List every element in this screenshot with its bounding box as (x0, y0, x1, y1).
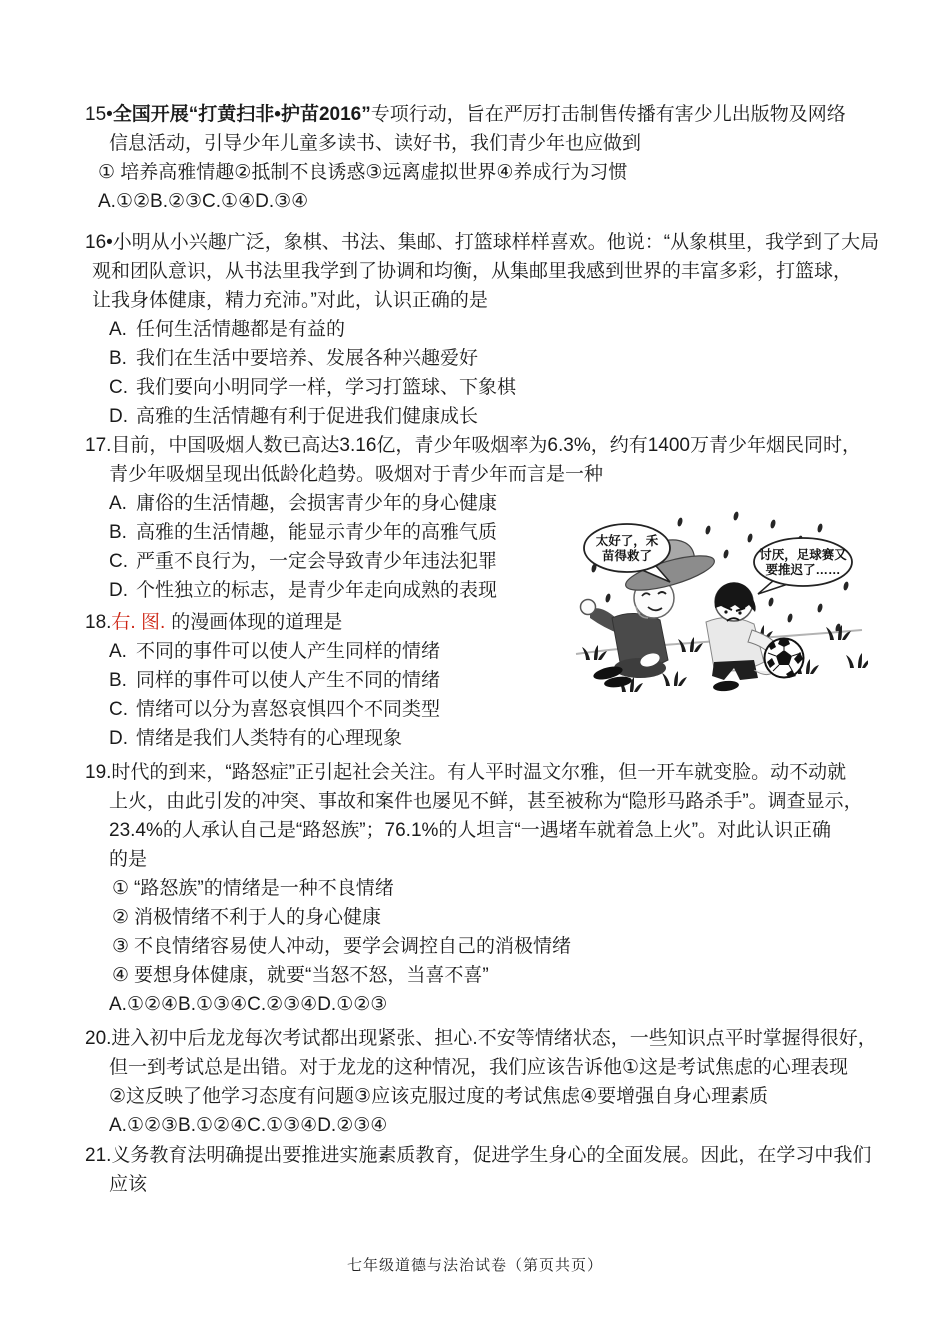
question-20 (85, 1024, 905, 1140)
question-20-stem-line-1 (85, 1024, 905, 1053)
option-label: B. (109, 670, 127, 691)
option-label: D. (109, 728, 128, 749)
option-text: 任何生活情趣都是有益的 (136, 319, 346, 340)
speech-bubble-left (584, 524, 670, 582)
option-text: 情绪可以分为喜怒哀惧四个不同类型 (136, 699, 441, 720)
question-17-stem-line-1 (85, 431, 905, 460)
bubble-left-text-line-2: 苗得救了 (601, 549, 653, 563)
question-15-stem-rest: 专项行动，旨在严厉打击制售传播有害少儿出版物及网络 (370, 104, 846, 125)
item-label: ③ (112, 936, 130, 957)
option-text: 我们在生活中要培养、发展各种兴趣爱好 (136, 348, 479, 369)
question-15-numbered-items: ① 培养高雅情趣②抵制不良诱惑③远离虚拟世界④养成行为习惯 (98, 162, 628, 183)
question-16-option-d (85, 402, 905, 431)
option-text: 高雅的生活情趣有利于促进我们健康成长 (136, 406, 479, 427)
question-16-option-c (85, 373, 905, 402)
option-text: 不同的事件可以使人产生同样的情绪 (136, 641, 441, 662)
question-19 (85, 758, 905, 1019)
question-20-stem-line-2: 但一到考试总是出错。对于龙龙的这种情况，我们应该告诉他①这是考试焦虑的心理表现 (109, 1057, 849, 1078)
option-label: C. (109, 699, 128, 720)
question-16-number: 16• (85, 232, 113, 253)
cartoon-illustration (568, 510, 868, 702)
question-21-stem-line-2: 应该 (109, 1174, 148, 1195)
option-text: 高雅的生活情趣，能显示青少年的高雅气质 (136, 522, 498, 543)
option-label: D. (109, 406, 128, 427)
item-label: ① (112, 878, 130, 899)
question-19-stem-line-2: 上火，由此引发的冲突、事故和案件也屡见不鲜，甚至被称为“隐形马路杀手”。调查显示， (109, 791, 863, 812)
question-16-stem-line-2: 观和团队意识，从书法里我学到了协调和均衡，从集邮里我感到世界的丰富多彩，打篮球， (92, 261, 853, 282)
question-18-number: 18. (85, 612, 112, 633)
page-footer: 七年级道德与法治试卷（第页共页） (346, 1257, 603, 1274)
option-text: 同样的事件可以使人产生不同的情绪 (136, 670, 441, 691)
question-16-stem-line-1 (85, 228, 905, 257)
option-text: 严重不良行为，一定会导致青少年违法犯罪 (136, 551, 498, 572)
option-label: A. (109, 641, 127, 662)
question-17-stem-line-2: 青少年吸烟呈现出低龄化趋势。吸烟对于青少年而言是一种 (109, 464, 604, 485)
item-text: 消极情绪不利于人的身心健康 (134, 907, 382, 928)
question-15-stem-bold: 全国开展“打黄扫非•护苗2016” (112, 104, 371, 125)
option-text: 我们要向小明同学一样，学习打篮球、下象棋 (136, 377, 517, 398)
question-20-stem-text: 进入初中后龙龙每次考试都出现紧张、担心.不安等情绪状态，一些知识点平时掌握得很好， (111, 1028, 877, 1049)
option-text: 个性独立的标志，是青少年走向成熟的表现 (136, 580, 498, 601)
bubble-right-text-line-2: 要推迟了…… (765, 563, 841, 577)
option-label: D. (109, 580, 128, 601)
question-19-item-1 (85, 874, 905, 903)
speech-bubble-right (754, 538, 852, 594)
option-label: B. (109, 348, 127, 369)
bubble-right-text-line-1: 讨厌，足球赛又 (759, 548, 847, 562)
question-16-stem-text: 小明从小兴趣广泛，象棋、书法、集邮、打篮球样样喜欢。他说：“从象棋里，我学到了大局 (112, 232, 880, 253)
question-17-stem-text: 目前，中国吸烟人数已高达3.16亿，青少年吸烟率为6.3%，约有1400万青少年烟民同时， (111, 435, 861, 456)
question-19-stem-line-4: 的是 (109, 849, 148, 870)
question-20-number: 20. (85, 1028, 112, 1049)
question-16 (85, 228, 905, 431)
question-16-option-a (85, 315, 905, 344)
question-19-item-4 (85, 961, 905, 990)
question-20-stem-line-3: ②这反映了他学习态度有问题③应该克服过度的考试焦虑④要增强自身心理素质 (109, 1086, 769, 1107)
question-19-item-2 (85, 903, 905, 932)
question-20-answer-choices: A.①②③B.①②④C.①③④D.②③④ (109, 1115, 388, 1136)
bubble-left-text-line-1: 太好了，禾 (595, 534, 659, 548)
question-19-stem-text: 时代的到来，“路怒症”正引起社会关注。有人平时温文尔雅，但一开车就变脸。动不动就 (111, 762, 847, 783)
option-label: A. (109, 319, 127, 340)
option-text: 庸俗的生活情趣，会损害青少年的身心健康 (136, 493, 498, 514)
item-text: 不良情绪容易使人冲动，要学会调控自己的消极情绪 (134, 936, 572, 957)
question-17-number: 17. (85, 435, 112, 456)
option-text: 情绪是我们人类特有的心理现象 (136, 728, 403, 749)
item-label: ④ (112, 965, 130, 986)
option-label: C. (109, 377, 128, 398)
question-21-stem-text: 义务教育法明确提出要推进实施素质教育，促进学生身心的全面发展。因此，在学习中我们 (111, 1145, 872, 1166)
question-15-stem-line-2: 信息活动，引导少年儿童多读书、读好书，我们青少年也应做到 (109, 133, 642, 154)
question-21-number: 21. (85, 1145, 112, 1166)
question-15-answer-choices: A.①②B.②③C.①④D.③④ (98, 191, 309, 212)
question-15 (85, 100, 905, 216)
option-label: C. (109, 551, 128, 572)
question-16-option-b (85, 344, 905, 373)
question-18-stem-rest: 的漫画体现的道理是 (171, 612, 343, 633)
question-21 (85, 1141, 905, 1199)
question-19-stem-line-1 (85, 758, 905, 787)
question-18-stem-red: 右. 图. (111, 612, 166, 633)
question-19-stem-line-3: 23.4%的人承认自己是“路怒族”；76.1%的人坦言“一遇堵车就着急上火”。对此认识正确 (109, 820, 832, 841)
item-label: ② (112, 907, 130, 928)
question-21-stem-line-1 (85, 1141, 905, 1170)
question-19-item-3 (85, 932, 905, 961)
question-15-number: 15• (85, 104, 113, 125)
question-18-option-d (85, 724, 905, 753)
item-text: “路怒族”的情绪是一种不良情绪 (134, 878, 394, 899)
question-19-number: 19. (85, 762, 112, 783)
question-15-stem-line-1 (85, 100, 905, 129)
item-text: 要想身体健康，就要“当怒不怒，当喜不喜” (134, 965, 489, 986)
soccer-ball-icon (765, 639, 804, 679)
option-label: A. (109, 493, 127, 514)
option-label: B. (109, 522, 127, 543)
question-16-stem-line-3: 让我身体健康，精力充沛。”对此，认识正确的是 (92, 290, 488, 311)
question-19-answer-choices: A.①②④B.①③④C.②③④D.①②③ (109, 994, 388, 1015)
